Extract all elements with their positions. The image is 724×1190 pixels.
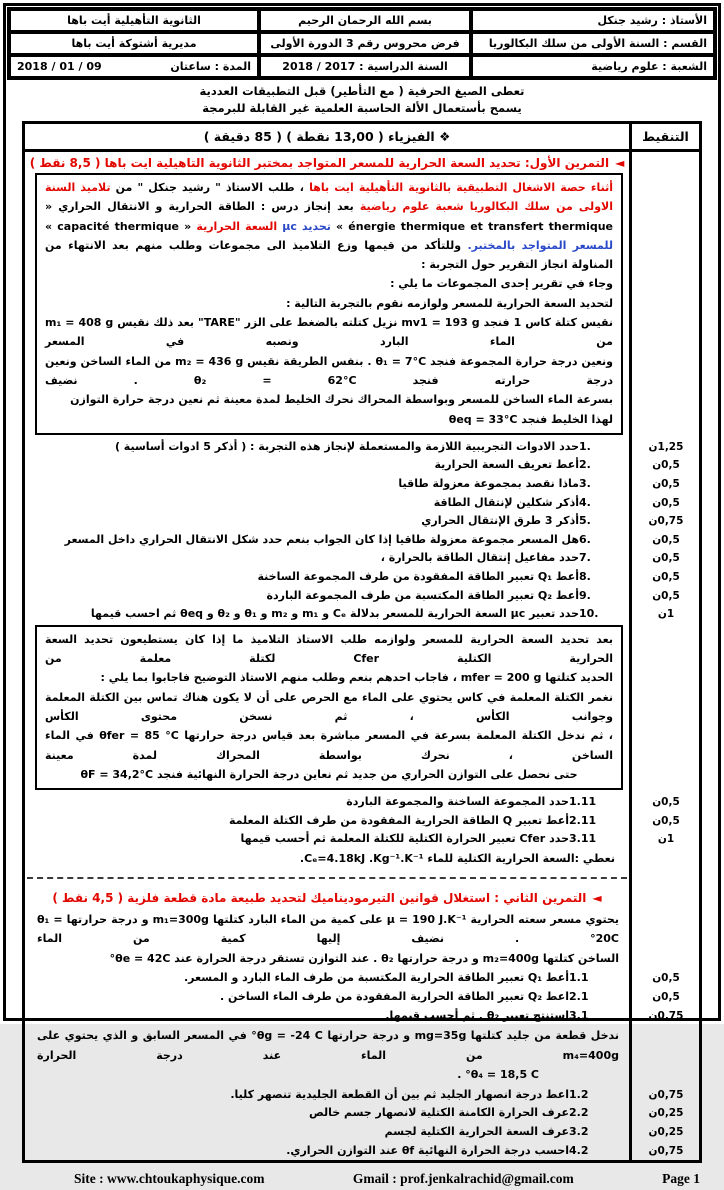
- question-text: عرف السعة الحرارية الكتلية لجسم: [384, 1124, 569, 1138]
- basmala: بسم الله الرحمان الرحيم: [259, 9, 471, 32]
- box2-line: الحديد كتلتها mfer = 200 g ، فاجاب احدهم بنعم وطلب منهم الاستاذ التوضيح فاجابوا بما يلي :: [100, 671, 613, 685]
- footer: [6, 1170, 718, 1190]
- question-points: 0,5ن: [652, 533, 680, 546]
- exam-duration: المدة : ساعتان: [170, 60, 251, 73]
- directorate: مديرية أشتوكة أيت باها: [9, 32, 259, 55]
- para-line: ندخل قطعة من جليد كتلتها mg=35g و درجة حرارتها θg = -24 C° في المسعر السابق و الذي يحتوي على m₄=400g من الماء عند درجة الحرارة: [37, 1029, 619, 1062]
- branch: الشعبة : علوم رياضية: [471, 55, 715, 78]
- intro-seg: السعة الحرارية: [196, 219, 278, 233]
- question-points: 1ن: [657, 608, 675, 621]
- notice-line-1: تعطى الصيغ الحرفية ( مع التأطير) قبل التطبيقات العددية: [199, 84, 525, 98]
- report-line: لتحديد السعة الحرارية للمسعر ولوازمه نقوم بالتجربة التالية :: [286, 296, 613, 310]
- iron-mass-box: [35, 625, 623, 790]
- red-arrow-icon: ◄: [592, 890, 602, 905]
- question-points: 0,5ن: [652, 552, 680, 565]
- class-level: القسم : السنة الأولى من سلك البكالوريا: [471, 32, 715, 55]
- main-exam-table: [22, 121, 702, 1163]
- question-number: 3.: [579, 477, 591, 491]
- question-number: 3.1: [569, 1008, 589, 1022]
- question-points: 0,75ن: [648, 1088, 684, 1101]
- question-row: [25, 512, 699, 531]
- question-row: [25, 812, 699, 831]
- question-row: [25, 1007, 699, 1026]
- question-number: 2.11: [569, 813, 597, 827]
- question-number: 9.: [579, 588, 591, 602]
- question-number: 3.11: [569, 832, 597, 846]
- subject-header-row: [25, 124, 699, 152]
- grading-column-header: التنقيط: [629, 124, 699, 149]
- inner-border: [4, 4, 720, 1187]
- question-row: [25, 830, 699, 849]
- given-data: نعطي :السعة الحرارية الكتلية للماء Cₑ=4.18kJ .Kg⁻¹.K⁻¹.: [299, 851, 615, 865]
- question-points: 0,25ن: [648, 1107, 684, 1120]
- para-line: θ₄ = 18,5 C° .: [457, 1068, 539, 1082]
- intro-seg: « capacité thermique »: [45, 219, 197, 233]
- question-text: هل المسعر مجموعة معزولة طاقيا إذا كان الجواب بنعم حدد شكل الانتقال الحراري داخل المسعر: [64, 532, 579, 546]
- question-points: 0,5ن: [652, 991, 680, 1004]
- intro-seg: تحديد µc: [277, 219, 331, 233]
- exam-body: [25, 152, 699, 1160]
- question-number: 10.: [579, 607, 599, 621]
- box2-line: ، ثم ندخل الكتلة المعلمة بسرعة في المسعر مباشرة بعد قياس درجة حرارتها θfer = 85 °C في الماء الساخن ، نحرك بواسطة المحراك لمدة معينة: [45, 729, 613, 762]
- question-points: 0,25ن: [648, 1125, 684, 1138]
- teacher-name: الأستاذ : رشيد جنكل: [471, 9, 715, 32]
- question-points: 0,75ن: [648, 515, 684, 528]
- question-row: [25, 969, 699, 988]
- question-points: 0,5ن: [652, 571, 680, 584]
- question-number: 1.: [579, 439, 591, 453]
- question-points: 1,25ن: [648, 440, 684, 453]
- question-number: 1.11: [569, 795, 597, 809]
- report-line: وجاء في تقرير إحدى المجموعات ما يلي :: [390, 277, 613, 291]
- question-row: [25, 1123, 699, 1142]
- footer-site-url: Site : www.chtoukaphysique.com: [74, 1171, 265, 1187]
- question-text: اعط Q₂ تعبير الطاقة الحرارية المفقودة من طرف الماء الساخن .: [220, 990, 569, 1004]
- duration-date-cell: [9, 55, 259, 78]
- question-row: [25, 549, 699, 568]
- intro-seg: بعد إنجاز درس : الطاقة الحرارية و الانتقال الحراري « énergie thermique et transfert thermique »: [45, 200, 614, 233]
- report-line: ونعين درجة حرارة المجموعة فنجد θ₁ = 7°C . بنفس الطريقة نقيس m₂ = 436 g من الماء الساخن ونعين درجة حرارته فنجد θ₂ = 62°C . نضيف: [45, 354, 614, 387]
- header-table: [7, 7, 717, 80]
- ice-paragraph: [25, 1025, 629, 1086]
- question-points: 0,5ن: [652, 796, 680, 809]
- grading-column-divider: [629, 152, 632, 1160]
- question-number: 3.2: [569, 1124, 589, 1138]
- school-year: السنة الدراسية : 2017 / 2018: [259, 55, 471, 78]
- question-points: 0,75ن: [648, 1144, 684, 1157]
- intro-seg: أثناء حصة الاشغال التطبيقية بالثانوية التأهيلية ايت باها: [309, 181, 613, 194]
- question-number: 7.: [579, 551, 591, 565]
- question-number: 8.: [579, 570, 591, 584]
- question-row: [25, 568, 699, 587]
- question-text: أعط تعبير Q الطاقة الحرارية المفقودة من طرف الكتلة المعلمة: [228, 813, 569, 827]
- red-arrow-icon: ◄: [615, 156, 625, 170]
- question-text: أذكر شكلين لإنتقال الطاقة: [433, 495, 579, 509]
- question-text: ماذا نقصد بمجموعة معزولة طاقيا: [398, 477, 579, 491]
- question-points: 0,5ن: [652, 814, 680, 827]
- question-text: أعط تعريف السعة الحرارية: [434, 458, 579, 472]
- question-number: 6.: [579, 532, 591, 546]
- intro-seg: تلاميذ السنة الاولى من سلك البكالوريا شعبة علوم رياضية: [45, 181, 613, 214]
- question-text: أعط Q₂ تعبير الطاقة المكتسبة من طرف المجموعة الباردة: [266, 588, 579, 602]
- question-row: [25, 438, 699, 457]
- question-row: [25, 531, 699, 550]
- question-text: أعط Q₁ تعبير الطاقة الحرارية المكتسبة من طرف الماء البارد و المسعر.: [183, 971, 569, 985]
- question-text: استنتج تعبير θ₂ . ثم أحسب قيمها.: [385, 1008, 569, 1022]
- question-number: 2.2: [569, 1106, 589, 1120]
- question-row: [25, 475, 699, 494]
- question-text: عرف الحرارة الكامنة الكتلية لانصهار جسم خالص: [308, 1106, 569, 1120]
- question-number: 1.2: [569, 1087, 589, 1101]
- question-points: 0,5ن: [652, 459, 680, 472]
- dashed-separator: [27, 877, 627, 879]
- question-points: 0,5ن: [652, 972, 680, 985]
- exercise1-title: ◄التمرين الأول: تحديد السعة الحرارية للمسعر المتواجد بمختبر الثانوية التاهيلية ايت باها ( 8,5 نقط ): [29, 156, 625, 170]
- question-number: 4.: [579, 495, 591, 509]
- question-row: [25, 456, 699, 475]
- question-points: 0,5ن: [652, 496, 680, 509]
- question-row: [25, 793, 699, 812]
- notice-line-2: يسمح بأستعمال الألة الحاسبة العلمية غير القابلة للبرمجة: [202, 101, 522, 115]
- question-text: حدد مفاعيل إنتقال الطاقة بالحرارة ،: [380, 551, 579, 565]
- school-name: الثانوية التأهيلية أيت باها: [9, 9, 259, 32]
- para-line: يحتوي مسعر سعته الحرارية µ = 190 J.K⁻¹ على كمية من الماء البارد كتلتها m₁=300g و درجة حرارتها θ₁ = 20C° . نضيف إليها كمية من الماء: [37, 912, 619, 946]
- subject-title: ❖ الفيزياء ( 13,00 نقطة ) ( 85 دقيقة ): [203, 129, 451, 144]
- box2-line: بعد تحديد السعة الحرارية للمسعر ولوازمه طلب الاستاذ التلاميذ ما إذا كان يستطيعون تحديد السعة الحرارية الكتلية Cfer لكتلة معلمة من: [45, 632, 613, 666]
- question-text: حدد Cfer تعبير الحرارة الكتلية للكتلة المعلمة ثم أحسب قيمها: [240, 832, 569, 846]
- question-text: أعط Q₁ تعبير الطاقة المفقودة من طرف المجموعة الساخنة: [257, 570, 579, 584]
- box2-line: حتى نحصل على التوازن الحراري من جديد ثم نعاين درجة الحرارة النهائية فنجد θF = 34,2°C: [80, 767, 578, 781]
- question-row: [25, 1086, 699, 1105]
- report-line: بسرعة الماء الساخن للمسعر وبواسطة المحراك نحرك الخليط لمدة معينة ثم نعين درجة حرارة التوازن لهذا الخليط فنجد θeq = 33°C: [70, 393, 613, 426]
- question-points: 0,5ن: [652, 589, 680, 602]
- question-row: [25, 988, 699, 1007]
- question-text: حدد الادوات التجريبية اللازمة والمستعملة لإنجاز هذه التجربة : ( أذكر 5 ادوات أساسية ): [114, 439, 579, 453]
- exercise2-title: ◄التمرين الثاني : استغلال قوانين التيرموديناميك لتحديد طبيعة مادة قطعة فلزية ( 4,5 نقط ): [52, 890, 602, 905]
- question-points: 0,75ن: [648, 1009, 684, 1022]
- question-row: [25, 1104, 699, 1123]
- para-line: الساخن كتلتها m₂=400g و درجة حرارتها θ₂ . عند التوازن تستقر درجة الحرارة عند θe = 42C°: [109, 951, 619, 965]
- question-number: 2.: [579, 458, 591, 472]
- footer-gmail: Gmail : prof.jenkalrachid@gmail.com: [352, 1171, 574, 1187]
- question-number: 4.2: [569, 1143, 589, 1157]
- question-text: حدد تعبير µc السعة الحرارية للمسعر بدلالة Cₑ و m₁ و m₂ و θ₁ و θ₂ و θeq ثم احسب قيمها: [90, 607, 579, 621]
- question-row: [25, 605, 699, 624]
- question-number: 5.: [579, 514, 591, 528]
- question-text: اعط درجة انصهار الجليد ثم بين أن القطعة الجليدية تنصهر كليا.: [230, 1087, 569, 1101]
- question-text: حدد المجموعة الساخنة والمجموعة الباردة: [346, 795, 569, 809]
- question-points: 0,5ن: [652, 478, 680, 491]
- exam-title: فرض محروس رقم 3 الدورة الأولى: [259, 32, 471, 55]
- intro-seg: للمسعر المتواجد بالمختبر.: [467, 238, 614, 252]
- exam-date: 09 / 01 / 2018: [17, 60, 102, 73]
- intro-seg: ، طلب الاستاذ " رشيد جنكل " من: [110, 181, 310, 194]
- question-number: 1.1: [569, 971, 589, 985]
- exam-notices: [6, 83, 718, 117]
- intro-seg: وللتأكد من قيمها وزع التلاميذ الى مجموعات وطلب منهم بعد الانتهاء من المناولة انجاز التقرير حول التجربة :: [45, 238, 613, 272]
- question-text: أذكر 3 طرق الإنتقال الحراري: [421, 514, 579, 528]
- question-points: 1ن: [657, 833, 675, 846]
- exercise2-intro: [25, 909, 629, 970]
- question-text: احسب درجة الحرارة النهائية θf عند التوازن الحراري.: [286, 1143, 569, 1157]
- footer-page-number: Page 1: [662, 1171, 700, 1187]
- question-row: [25, 587, 699, 606]
- question-row: [25, 494, 699, 513]
- question-row: [25, 1142, 699, 1161]
- experiment-report-box: [35, 173, 623, 435]
- question-number: 2.1: [569, 990, 589, 1004]
- report-line: نقيس كتلة كاس 1 فنجد mv1 = 193 g نزيل كتلته بالضغط على الزر "TARE" بعد ذلك نقيس m₁ = 408 g من الماء البارد ونصبه في المسعر: [45, 316, 613, 349]
- box2-line: نغمر الكتلة المعلمة في كاس يحتوي على الماء مع الحرص على أن لا يكون هناك تماس بين الكتلة المعلمة وجوانب الكأس ، ثم نسخن محتوى الكأس: [45, 690, 613, 723]
